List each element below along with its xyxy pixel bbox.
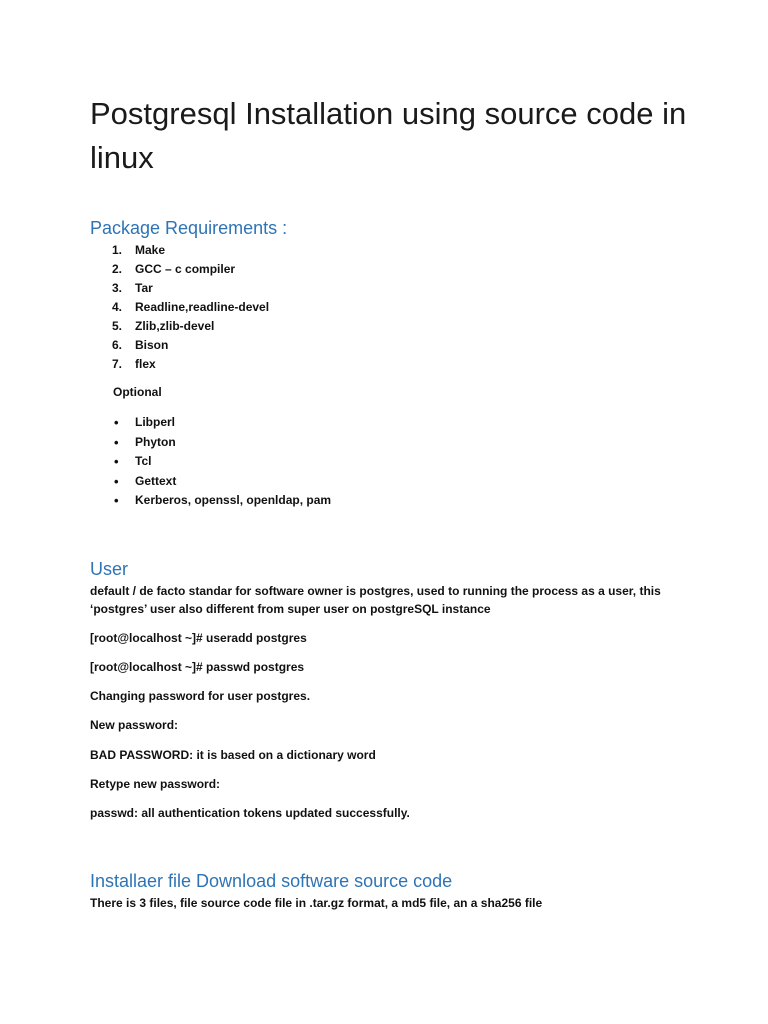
command-passwd: [root@localhost ~]# passwd postgres — [90, 660, 305, 674]
document-title: Postgresql Installation using source code in linux — [90, 96, 687, 175]
optional-label: Optional — [113, 385, 162, 399]
output-line: New password: — [90, 718, 179, 732]
installer-heading: Installaer file Download software source code — [90, 871, 453, 891]
package-requirements-heading: Package Requirements : — [90, 218, 288, 238]
installer-text: There is 3 files, file source code file in .tar.gz format, a md5 file, an a sha256 file — [90, 896, 543, 910]
bullet-icon: • — [114, 415, 119, 430]
bullet-icon: • — [114, 454, 119, 469]
output-line: passwd: all authentication tokens updated successfully. — [90, 806, 410, 820]
output-line: Retype new password: — [90, 777, 221, 791]
output-line: Changing password for user postgres. — [90, 689, 311, 703]
command-useradd: [root@localhost ~]# useradd postgres — [90, 631, 307, 645]
output-line: BAD PASSWORD: it is based on a dictionary word — [90, 748, 376, 762]
bullet-icon: • — [114, 473, 119, 489]
bullet-icon: • — [114, 493, 119, 508]
bullet-icon: • — [114, 434, 119, 450]
user-heading: User — [90, 559, 129, 579]
user-intro: default / de facto standar for software owner is postgres, used to running the process as a user, this ‘postgres’ user also different from super user on postgreSQL instance — [90, 584, 661, 616]
